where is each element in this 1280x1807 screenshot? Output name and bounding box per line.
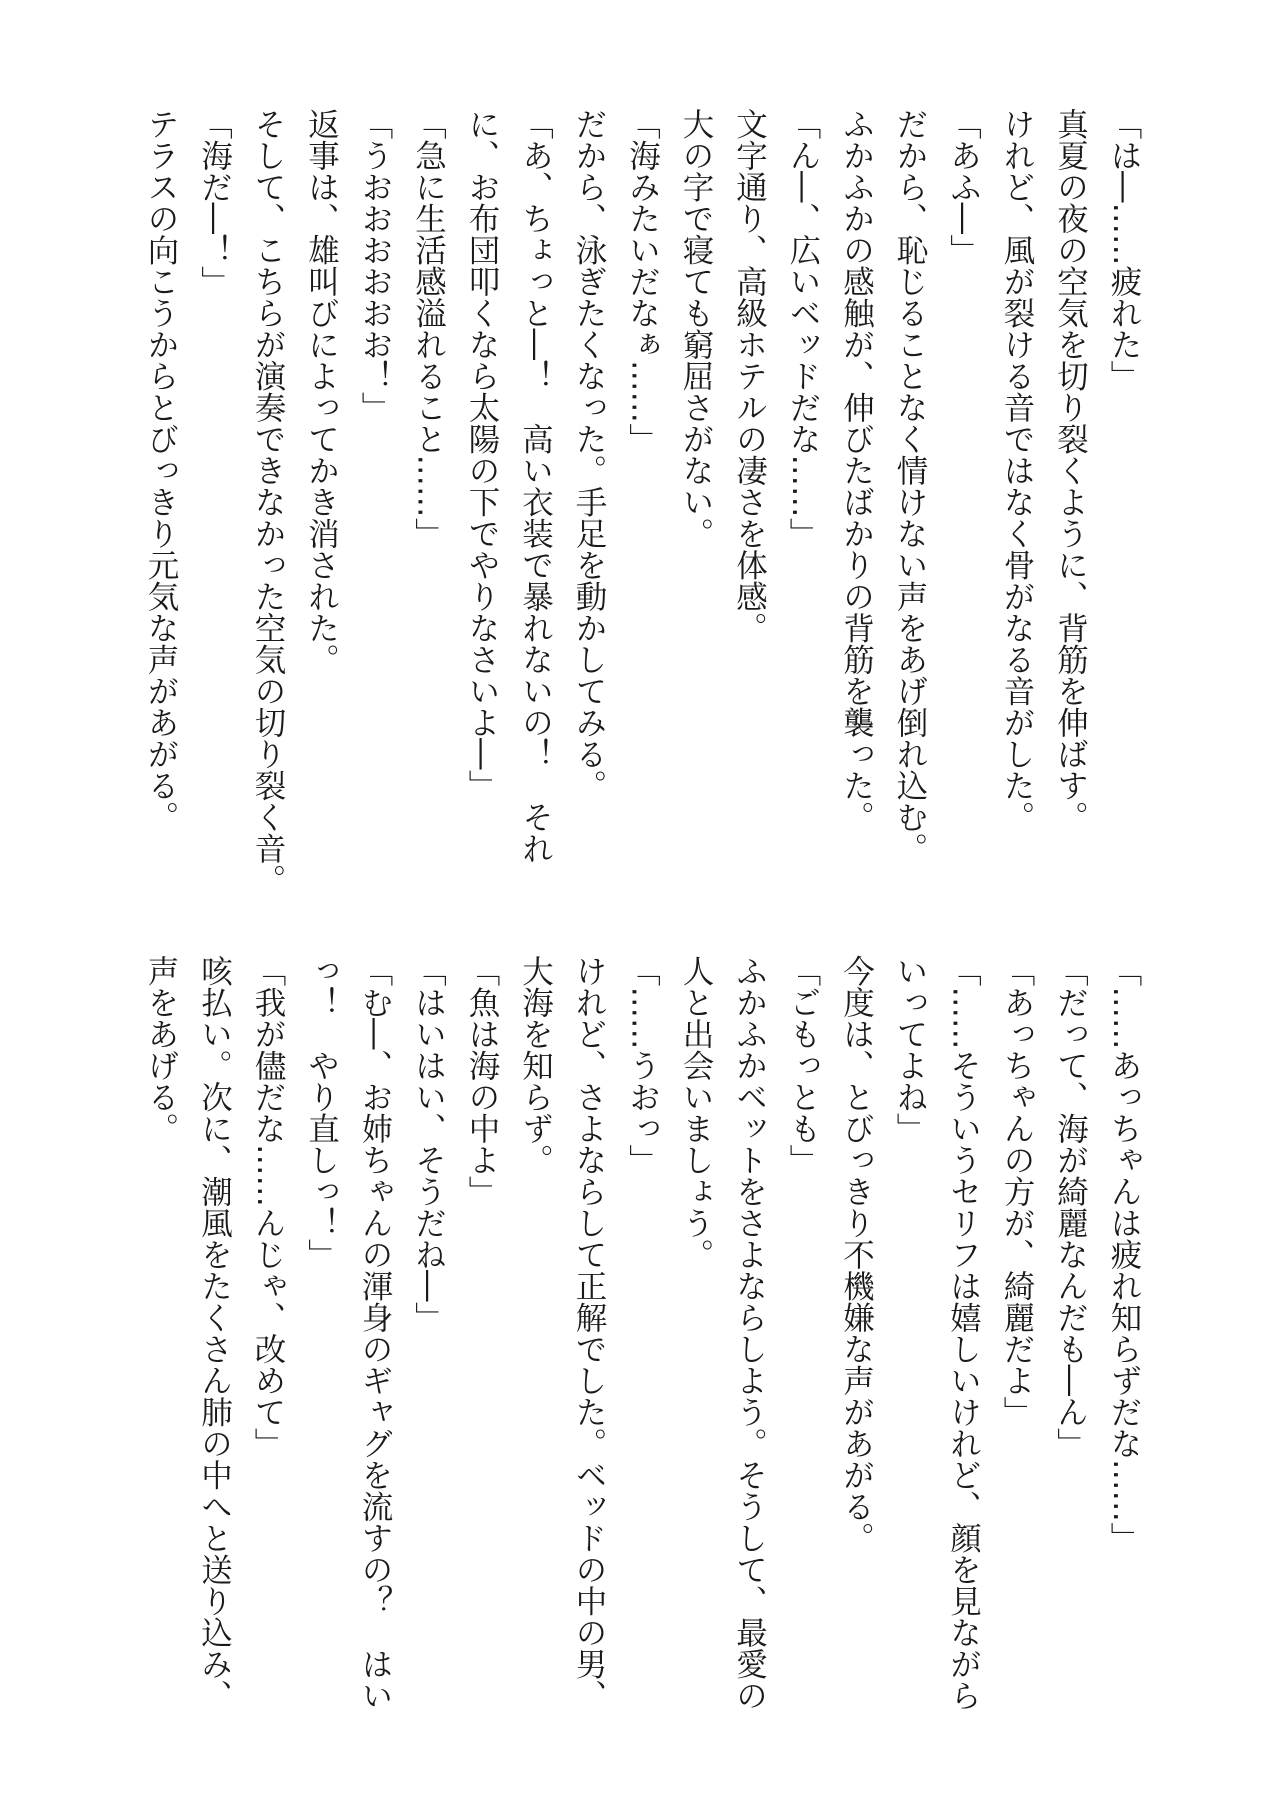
text-line: 「……そういうセリフは嬉しいけれど、顔を見ながら [945,955,982,1711]
text-line: 「はいはい、そうだね―」 [410,955,447,1333]
text-line: 「ん―、広いベッドだな……」 [785,108,821,549]
text-line: 大海を知らず。 [517,955,554,1176]
text-line: 大の字で寝ても窮屈さがない。 [678,108,714,549]
text-line: 「……うおっ」 [624,955,661,1176]
text-line: 「あっちゃんの方が、綺麗だよ」 [999,955,1035,1428]
text-line: ふかふかの感触が、伸びたばかりの背筋を襲った。 [838,108,875,833]
text-line: 「魚は海の中よ」 [464,955,500,1207]
text-line: けれど、さよならして正解でした。ベッドの中の男、 [571,955,607,1711]
text-line: 「海みたいだなぁ……」 [624,108,661,455]
text-line: 今度は、とびっきり不機嫌な声があがる。 [838,955,875,1554]
text-line: けれど、風が裂ける音ではなく骨がなる音がした。 [999,108,1035,833]
text-line: そして、こちらが演奏できなかった空気の切り裂く音。 [250,108,286,896]
text-line: っ！ やり直しっ！」 [303,955,340,1270]
text-line: 真夏の夜の空気を切り裂くように、背筋を伸ばす。 [1052,108,1089,833]
text-line: 「急に生活感溢れること……」 [410,108,447,549]
text-line: 「あ、ちょっと―！ 高い衣装で暴れないの！ それ [517,108,554,864]
text-line: ふかふかベットをさよならしよう。そうして、最愛の [731,955,768,1711]
text-line: 「我が儘だな……んじゃ、改めて」 [250,955,286,1459]
text-line: 「む―、お姉ちゃんの渾身のギャグを流すの？ はい [357,955,393,1711]
text-block-top [134,108,1151,908]
text-line: 「あふ―」 [945,108,982,266]
text-line: 「……あっちゃんは疲れ知らずだな……」 [1106,955,1142,1554]
text-line: 文字通り、高級ホテルの凄さを体感。 [731,108,768,644]
text-line: 咳払い。次に、潮風をたくさん肺の中へと送り込み、 [196,955,233,1711]
text-line: 返事は、雄叫びによってかき消された。 [303,108,340,675]
text-line: 声をあげる。 [143,955,179,1144]
text-line: 「海だ―！」 [196,108,233,297]
text-line: 「ごもっとも」 [785,955,821,1176]
text-line: いってよね」 [892,955,928,1144]
text-line: に、お布団叩くなら太陽の下でやりなさいよ―」 [464,108,500,801]
text-line: 「うおおおおおお！」 [357,108,393,423]
text-line: テラスの向こうからとびっきり元気な声があがる。 [143,108,179,833]
text-line: 人と出会いましょう。 [678,955,714,1270]
text-line: 「は―……疲れた」 [1106,108,1142,392]
text-line: 「だって、海が綺麗なんだも―ん」 [1052,955,1089,1459]
text-line: だから、恥じることなく情けない声をあげ倒れ込む。 [892,108,928,864]
text-line: だから、泳ぎたくなった。手足を動かしてみる。 [571,108,607,801]
text-block-bottom [134,955,1151,1755]
